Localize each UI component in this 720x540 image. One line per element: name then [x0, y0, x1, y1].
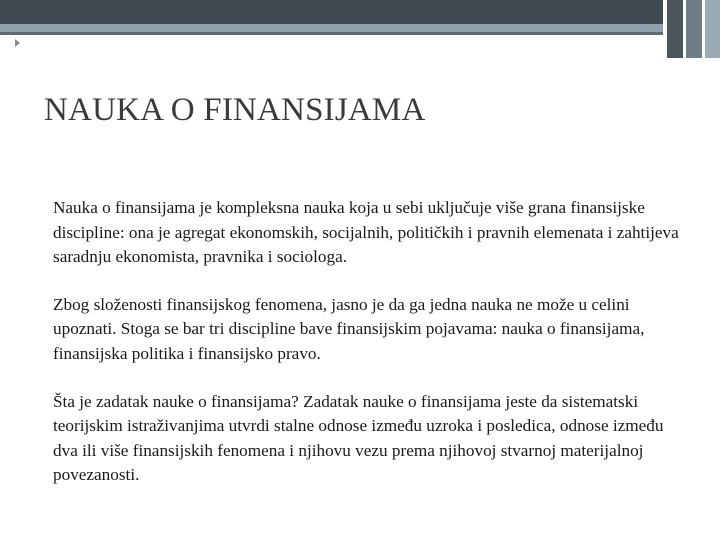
paragraph-1: Nauka o finansijama je kompleksna nauka koja u sebi uključuje više grana finansijske discipline: ona je agregat ekonomskih, socijalnih, političkih i pravnih elemenata i zahtijeva saradnju ekonomista, pravnika i sociologa. [53, 198, 679, 267]
paragraph-3: Šta je zadatak nauke o finansijama? Zadatak nauke o finansijama jeste da sistematski teorijskim istraživanjima utvrdi stalne odnose između uzroka i posledica, odnose između dva ili više finansijskih fenomena i njihovu vezu prema njihovoj stvarnoj materijalnoj povezanosti. [53, 391, 664, 485]
paragraph-2: Zbog složenosti finansijskog fenomena, jasno je da ga jedna nauka ne može u celini upoznati. Stoga se bar tri discipline bave finansijskim pojavama: nauka o finansijama, finansijska politika i finansijsko pravo. [53, 294, 645, 363]
slide-body [53, 196, 681, 511]
header-bar [0, 0, 720, 24]
header-stripe [0, 24, 720, 32]
slide-title: NAUKA O FINANSIJAMA [44, 92, 426, 128]
triangle-marker-icon [15, 39, 20, 47]
header-line [0, 32, 720, 35]
corner-blocks [663, 0, 720, 58]
